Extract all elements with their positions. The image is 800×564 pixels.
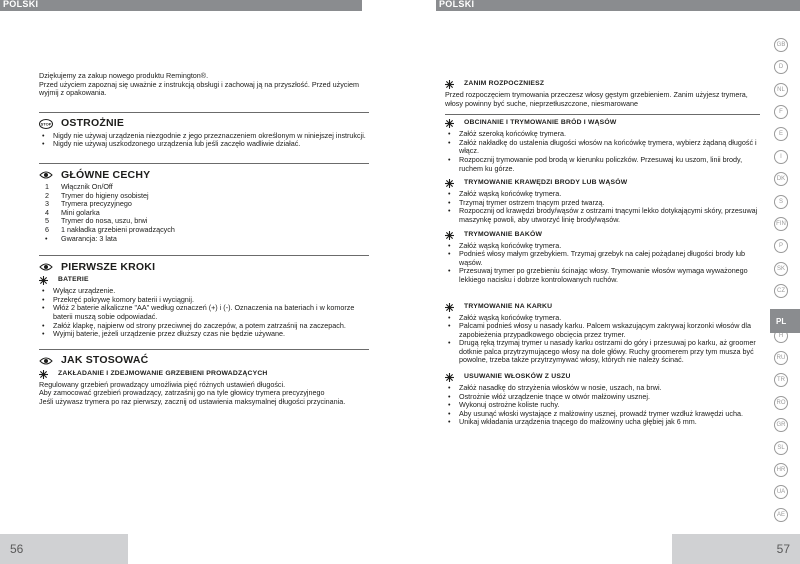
svg-text:STOP: STOP [40, 121, 52, 127]
beard-list [445, 130, 760, 173]
ears-list [445, 384, 760, 427]
right-header-bar [436, 0, 800, 11]
features-title: GŁÓWNE CECHY [61, 168, 151, 181]
batteries-list [39, 287, 369, 339]
caution-heading [39, 119, 369, 129]
ears-title: USUWANIE WŁOSKÓW Z USZU [464, 373, 571, 381]
left-header-title: POLSKI [3, 0, 39, 9]
language-tab-i: I [774, 150, 788, 164]
intro-line-1: Dziękujemy za zakup nowego produktu Remington®. [39, 71, 209, 80]
list-item: • Wyłącz urządzenie. [39, 287, 369, 296]
features-list [39, 183, 369, 243]
start-heading [445, 80, 760, 89]
star-icon [445, 80, 454, 89]
language-tab-ru: RU [774, 351, 788, 365]
list-item: 1 Włącznik On/Off [45, 181, 113, 191]
divider [39, 163, 369, 164]
star-icon [445, 119, 454, 128]
language-tab-ua: UA [774, 485, 788, 499]
features-heading [39, 170, 369, 180]
start-text: Przed rozpoczęciem trymowania przeczesz włosy gęstym grzebieniem. Zanim użyjesz trymera, włosy powinny być suche, nieprzetłuszczone, niesmarowane [445, 90, 748, 108]
left-content [39, 72, 369, 406]
sideburns-list [445, 242, 760, 285]
left-page-number: 56 [10, 542, 24, 556]
language-tab-h: H [774, 329, 788, 343]
first-steps-heading [39, 262, 369, 272]
star-icon [445, 179, 454, 188]
batteries-title: BATERIE [58, 276, 89, 284]
combs-heading [39, 370, 369, 379]
combs-title: ZAKŁADANIE I ZDEJMOWANIE GRZEBIENI PROWADZĄCYCH [58, 369, 268, 377]
neck-title: TRYMOWANIE NA KARKU [464, 302, 553, 310]
divider [39, 112, 369, 113]
language-index [774, 38, 788, 530]
right-header-title: POLSKI [439, 0, 475, 9]
how-to-line-3: Jeśli używasz trymera po raz pierwszy, zacznij od ustawienia maksymalnej długości przycinania. [39, 396, 346, 406]
list-item: • Podnieś włosy małym grzebykiem. Trzymaj grzebyk na całej pożądanej długości brody lub wąsów. [445, 250, 760, 267]
list-item: • Załóż wąską końcówkę trymera. [445, 190, 760, 199]
batteries-heading [39, 276, 369, 285]
right-page [400, 0, 800, 564]
star-icon [445, 231, 454, 240]
list-item: • Palcami podnieś włosy u nasady karku. Palcem wskazującym zakrywaj korzonki włosów dla zapobieżenia przypadkowego obcięcia przez trymer. [445, 322, 760, 339]
language-tab-d: D [774, 60, 788, 74]
list-item: • Rozpocznij trymowanie pod brodą w kierunku policzków. Przesuwaj ku uszom, linii brody, ruchem ku górze. [445, 156, 760, 173]
list-item: • Załóż wąską końcówkę trymera. [445, 242, 760, 251]
caution-list [39, 132, 369, 149]
divider [39, 255, 369, 256]
language-tab-dk: DK [774, 172, 788, 186]
language-tab-ae: AE [774, 508, 788, 522]
list-item: • Załóż szeroką końcówkę trymera. [445, 130, 760, 139]
language-tab-p: P [774, 239, 788, 253]
edges-list [445, 190, 760, 224]
list-item: • Załóż nakładkę do ustalenia długości włosów na końcówkę trymera, wybierz żądaną długość i włącz. [445, 139, 760, 156]
sideburns-title: TRYMOWANIE BAKÓW [464, 230, 543, 238]
language-tab-fin: FIN [774, 217, 788, 231]
stop-icon [39, 119, 53, 129]
active-language-label: PL [776, 316, 787, 326]
list-item: 4 Mini golarka [45, 207, 100, 217]
language-tab-e: E [774, 127, 788, 141]
list-item: • Przekręć pokrywę komory baterii i wyciągnij. [39, 296, 369, 305]
language-tab-sl: SL [774, 441, 788, 455]
star-icon [445, 303, 454, 312]
divider [39, 349, 369, 350]
active-language-tab [770, 309, 800, 333]
intro-line-2: Przed użyciem zapoznaj się uważnie z instrukcją obsługi i zachowaj ją na przyszłość. Przed użyciem wyjmij z opakowania. [39, 79, 359, 98]
right-page-number: 57 [776, 542, 790, 556]
list-item: • Włóż 2 baterie alkaliczne "AA" według oznaczeń (+) i (-). Oznaczenia na bateriach i w komorze baterii muszą sobie odpowiadać. [39, 304, 369, 321]
list-item: • Ostrożnie włóż urządzenie tnące w otwór małżowiny usznej. [445, 393, 760, 402]
language-tab-cz: CZ [774, 284, 788, 298]
list-item: • Rozpocznij od krawędzi brody/wąsów z ostrzami tnącymi lekko dotykającymi skóry, przesuwaj maszynkę powoli, aby utworzyć linię brody/wąsów. [445, 207, 760, 224]
eye-icon [39, 262, 53, 272]
language-tab-hr: HR [774, 463, 788, 477]
list-item: • Załóż wąską końcówkę trymera. [445, 314, 760, 323]
list-item: • Gwarancja: 3 lata [45, 233, 117, 243]
list-item: • Drugą ręką trzymaj trymer u nasady karku ostrzami do góry i przesuwaj po karku, aż groomer dotknie palca przytrzymującego włosy na dole główy. Ruchy groomerem przy tym musza być powolne, trzeba także przytrzymywać włosy, których nie należy ścinać. [445, 339, 760, 365]
list-item: 5 Trymer do nosa, uszu, brwi [45, 216, 148, 226]
list-item: • Trzymaj trymer ostrzem tnącym przed twarzą. [445, 199, 760, 208]
star-icon [39, 370, 48, 379]
language-tab-s: S [774, 195, 788, 209]
list-item: • Nigdy nie używaj urządzenia niezgodnie z jego przeznaczeniem określonym w niniejszej instrukcji. [39, 132, 369, 141]
list-item: • Wyjmij baterie, jeżeli urządzenie przez dłuższy czas nie będzie używane. [39, 330, 369, 339]
start-title: ZANIM ROZPOCZNIESZ [464, 80, 545, 88]
edges-heading [445, 179, 760, 188]
eye-icon [39, 356, 53, 366]
language-tab-tr: TR [774, 373, 788, 387]
how-to-line-2: Aby zamocować grzebień prowadzący, zatrzaśnij go na tyle głowicy trymera precyzyjnego [39, 388, 325, 398]
list-item: • Nigdy nie używaj uszkodzonego urządzenia lub jeśli zaczęło wadliwie działać. [39, 140, 369, 149]
list-item: 6 1 nakładka grzebieni prowadzących [45, 224, 175, 234]
list-item: • Aby usunąć włoski wystające z małżowiny usznej, prowadź trymer wzdłuż krawędzi ucha. [445, 410, 760, 419]
language-tab-gr: GR [774, 418, 788, 432]
neck-list [445, 314, 760, 366]
ears-heading [445, 373, 760, 382]
language-tab-sk: SK [774, 262, 788, 276]
star-icon [445, 373, 454, 382]
list-item: • Załóż klapkę, najpierw od strony przeciwnej do zaczepów, a potem zatrzaśnij na zaczepach. [39, 322, 369, 331]
left-header-bar [0, 0, 362, 11]
how-to-line-1: Regulowany grzebień prowadzący umożliwia pięć różnych ustawień długości. [39, 379, 286, 389]
edges-title: TRYMOWANIE KRAWĘDZI BRODY LUB WĄSÓW [464, 179, 628, 187]
divider [445, 114, 760, 115]
language-tab-f: F [774, 105, 788, 119]
beard-heading [445, 119, 760, 128]
first-steps-title: PIERWSZE KROKI [61, 260, 156, 273]
list-item: 2 Trymer do higieny osobistej [45, 190, 149, 200]
star-icon [39, 276, 48, 285]
beard-title: OBCINANIE I TRYMOWANIE BRÓD I WĄSÓW [464, 119, 617, 127]
list-item: • Unikaj wkładania urządzenia tnącego do małżowiny ucha głębiej jak 6 mm. [445, 418, 760, 427]
right-content [445, 80, 760, 427]
list-item: • Wykonuj ostrożne koliste ruchy. [445, 401, 760, 410]
how-to-heading [39, 356, 369, 366]
caution-title: OSTROŻNIE [61, 117, 125, 130]
language-tab-ro: RO [774, 396, 788, 410]
neck-heading [445, 303, 760, 312]
how-to-title: JAK STOSOWAĆ [61, 354, 149, 367]
list-item: • Załóż nasadkę do strzyżenia włosków w nosie, uszach, na brwi. [445, 384, 760, 393]
right-footer-bar [672, 534, 800, 564]
sideburns-heading [445, 231, 760, 240]
list-item: • Przesuwaj trymer po grzebieniu ścinając włosy. Trymowanie włosów wymaga wyważonego lekkiego nacisku i dobrze kontrolowanych ruchów. [445, 267, 760, 284]
left-footer-bar [0, 534, 128, 564]
eye-icon [39, 170, 53, 180]
language-tab-gb: GB [774, 38, 788, 52]
list-item: 3 Trymera precyzyjnego [45, 199, 132, 209]
language-tab-nl: NL [774, 83, 788, 97]
